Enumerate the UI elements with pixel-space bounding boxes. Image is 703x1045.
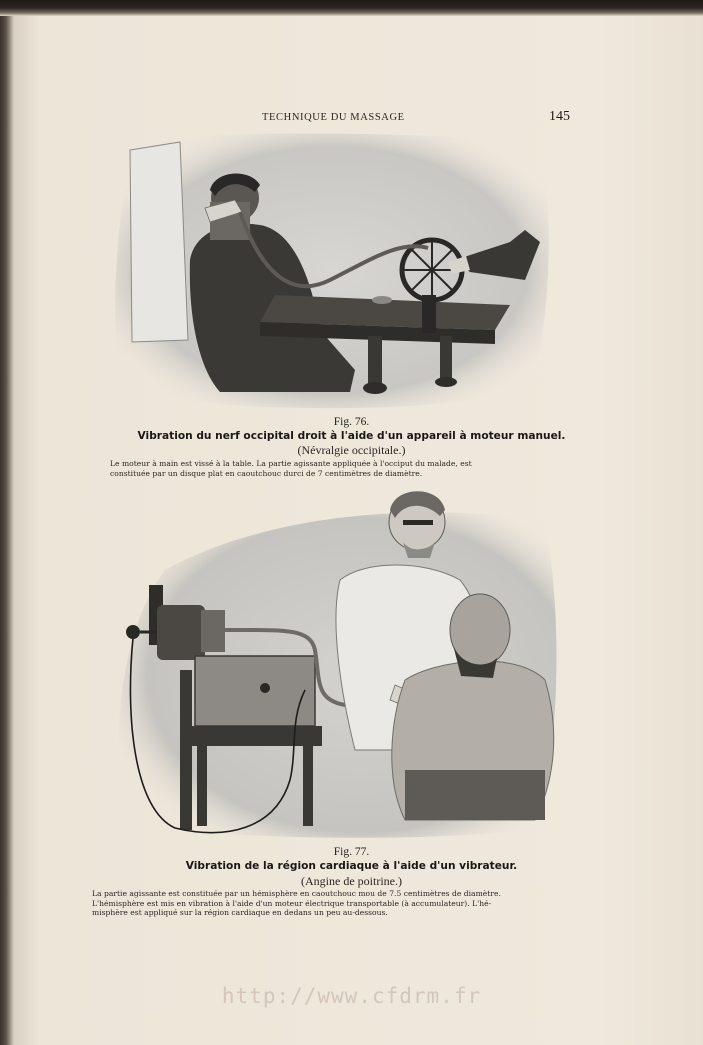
figure-76-subtitle: (Névralgie occipitale.) <box>297 443 406 457</box>
figure-76-caption <box>110 459 570 478</box>
figure-77-subtitle: (Angine de poitrine.) <box>301 874 402 888</box>
page-top-edge <box>0 0 703 16</box>
figure-77-caption-line-2: L'hémisphère est mis en vibration à l'aide d'un moteur électrique transportable (à accumulateur). L'hé- <box>92 898 492 908</box>
figure-76-caption-line-1: Le moteur à main est vissé à la table. La partie agissante appliquée à l'occiput du malade, est <box>110 459 472 468</box>
motor-stand <box>180 670 192 830</box>
figure-77-caption-line-3: misphère est appliqué sur la région cardiaque en dedans un peu au-dessous. <box>92 908 388 917</box>
figure-76-engraving <box>110 130 555 415</box>
figure-77-caption <box>92 889 584 918</box>
figure-77-caption-line-1: La partie agissante est constituée par un hémisphère en caoutchouc mou de 7.5 centimètres de diamètre. <box>92 889 501 898</box>
figure-76-caption-line-2: constituée par un disque plat en caoutchouc durci de 7 centimètres de diamètre. <box>110 468 423 478</box>
figure-77-engraving <box>105 480 565 845</box>
figure-77-illustration <box>105 480 565 845</box>
figure-76-illustration <box>110 130 555 415</box>
figure-76-title: Vibration du nerf occipital droit à l'aide d'un appareil à moteur manuel. <box>137 430 566 442</box>
figure-76-label: Fig. 76. <box>333 416 370 428</box>
electric-motor <box>157 605 205 660</box>
watermark: http://www.cfdrm.fr <box>221 984 482 1008</box>
running-head: TECHNIQUE DU MASSAGE <box>262 112 405 123</box>
figure-77-title: Vibration de la région cardiaque à l'aide d'un vibrateur. <box>185 860 518 872</box>
figure-77-label: Fig. 77. <box>333 846 370 858</box>
page-number: 145 <box>549 109 570 124</box>
